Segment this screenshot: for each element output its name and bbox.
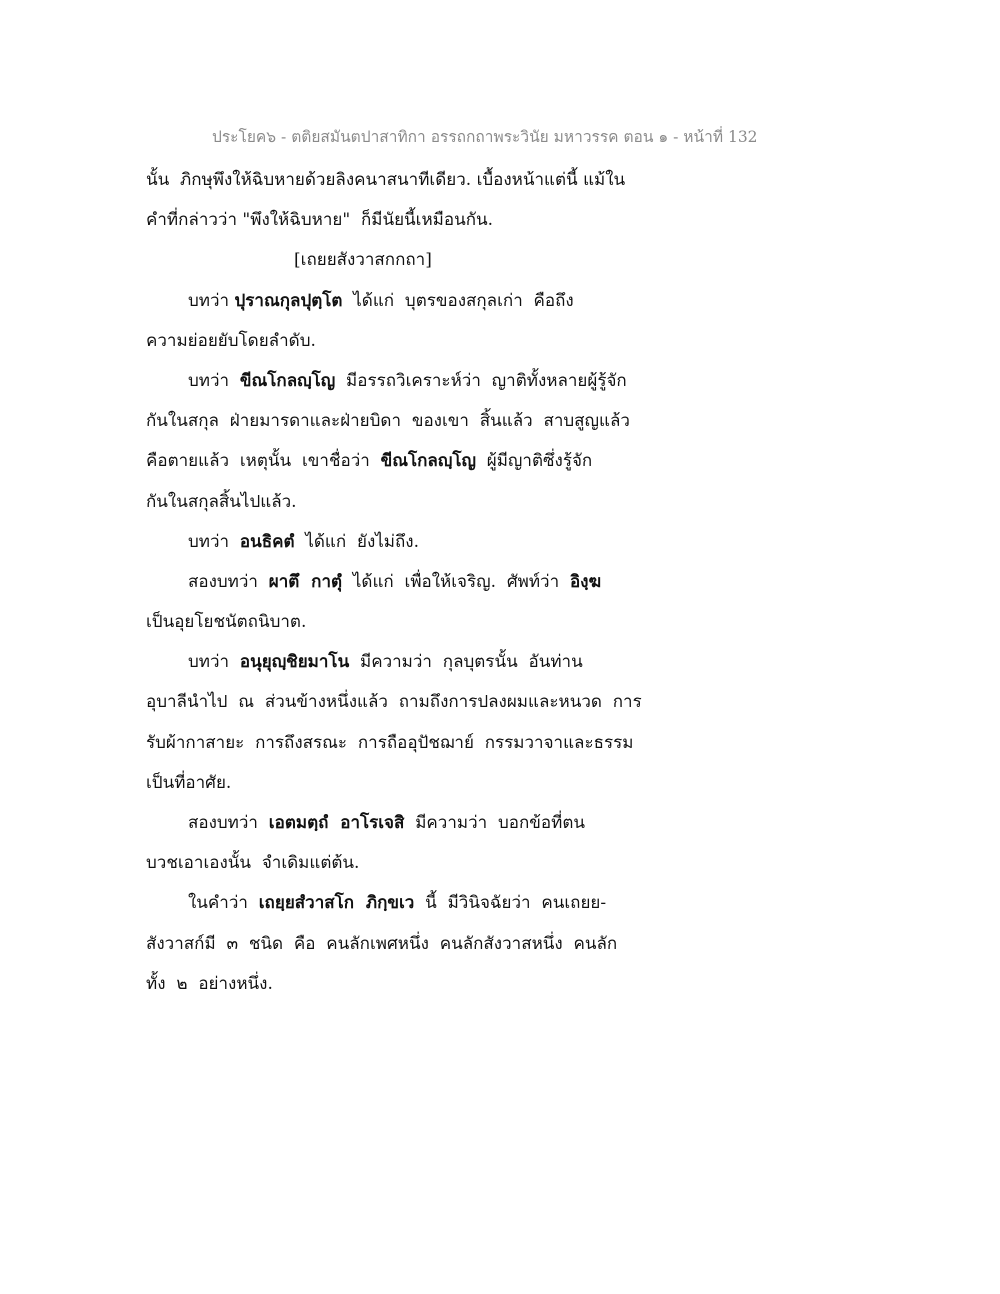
pali-term: อิงฺฆ [569, 571, 602, 592]
pali-term: เอตมตฺถํ อาโรเจสิ [268, 813, 405, 833]
pali-term: ปุราณกุลปุตฺโต [234, 290, 343, 311]
text-line [146, 482, 766, 522]
text-line [146, 763, 766, 803]
text-segment: ได้แก่ เพื่อให้เจริญ. ศัพท์ว่า [342, 571, 570, 592]
text-line [146, 883, 766, 923]
pali-term: ขีณโกลญฺโญ [239, 370, 336, 391]
text-segment: มีความว่า บอกข้อที่ตน [404, 813, 585, 833]
text-segment: ในคำว่า [188, 893, 259, 914]
text-segment: บทว่า [188, 531, 240, 552]
text-segment: อุบาลีนำไป ณ ส่วนข้างหนึ่งแล้ว ถามถึงการปลงผมและหนวด การ [146, 692, 642, 713]
text-line [146, 723, 766, 763]
pali-term: เถยฺยสํวาสโก ภิกฺขเว [258, 893, 415, 914]
text-segment: คือตายแล้ว เหตุนั้น เขาชื่อว่า [146, 451, 381, 472]
text-segment: เป็นอุยโยชนัตถนิบาต. [146, 612, 307, 633]
text-segment: สองบทว่า [188, 571, 269, 592]
section-heading [146, 240, 766, 280]
running-header: ประโยค๖ - ตติยสมันตปาสาทิกา อรรถกถาพระวินัย มหาวรรค ตอน ๑ - หน้าที่ 132 [212, 128, 758, 146]
text-segment: ผู้มีญาติซึ่งรู้จัก [475, 451, 593, 472]
text-line [146, 401, 766, 441]
text-line [146, 843, 766, 883]
text-segment: บวชเอาเองนั้น จำเดิมแต่ต้น. [146, 853, 360, 874]
text-segment: สังวาสก์มี ๓ ชนิด คือ คนลักเพศหนึ่ง คนลักสังวาสหนึ่ง คนลัก [146, 933, 618, 954]
pali-term: อนุยุญฺชิยมาโน [239, 652, 350, 673]
text-line [146, 682, 766, 722]
text-line [146, 361, 766, 401]
text-segment: ได้แก่ บุตรของสกุลเก่า คือถึง [342, 290, 574, 311]
text-segment: เป็นที่อาศัย. [146, 772, 232, 793]
text-line [146, 803, 766, 843]
pali-term: อนธิคตํ [239, 531, 295, 552]
text-line [146, 642, 766, 682]
pali-term: ขีณโกลญฺโญ [380, 451, 476, 472]
text-segment: มีอรรถวิเคราะห์ว่า ญาติทั้งหลายผู้รู้จัก [335, 370, 627, 391]
text-segment: บทว่า [188, 290, 235, 311]
text-segment: นั้น ภิกษุพึงให้ฉิบหายด้วยลิงคนาสนาทีเดียว. เบื้องหน้าแต่นี้ แม้ใน [146, 170, 626, 190]
text-line [146, 924, 766, 964]
text-line [146, 441, 766, 481]
text-segment: [เถยยสังวาสกกถา] [294, 250, 432, 271]
text-line [146, 562, 766, 602]
text-segment: บทว่า [188, 370, 240, 391]
text-segment: กันในสกุลสิ้นไปแล้ว. [146, 491, 297, 512]
text-line [146, 160, 766, 200]
text-segment: กันในสกุล ฝ่ายมารดาและฝ่ายบิดา ของเขา สิ้นแล้ว สาบสูญแล้ว [146, 411, 630, 432]
text-line [146, 321, 766, 361]
text-segment: คำที่กล่าวว่า "พึงให้ฉิบหาย" ก็มีนัยนี้เหมือนกัน. [146, 210, 494, 231]
body-text [146, 160, 766, 1004]
text-line [146, 964, 766, 1004]
text-line [146, 281, 766, 321]
text-segment: นี้ มีวินิจฉัยว่า คนเถยย- [414, 893, 607, 914]
text-segment: รับผ้ากาสายะ การถึงสรณะ การถืออุปัชฌาย์ กรรมวาจาและธรรม [146, 732, 634, 753]
text-segment: มีความว่า กุลบุตรนั้น อันท่าน [349, 652, 583, 673]
text-segment: บทว่า [188, 652, 240, 673]
text-segment: ความย่อยยับโดยลำดับ. [146, 330, 316, 351]
text-line [146, 602, 766, 642]
text-line [146, 200, 766, 240]
text-segment: ได้แก่ ยังไม่ถึง. [294, 531, 420, 552]
text-line [146, 522, 766, 562]
text-segment: ทั้ง ๒ อย่างหนึ่ง. [146, 973, 273, 994]
text-segment: สองบทว่า [188, 813, 269, 833]
pali-term: ผาตึ กาตุํ [268, 571, 343, 592]
